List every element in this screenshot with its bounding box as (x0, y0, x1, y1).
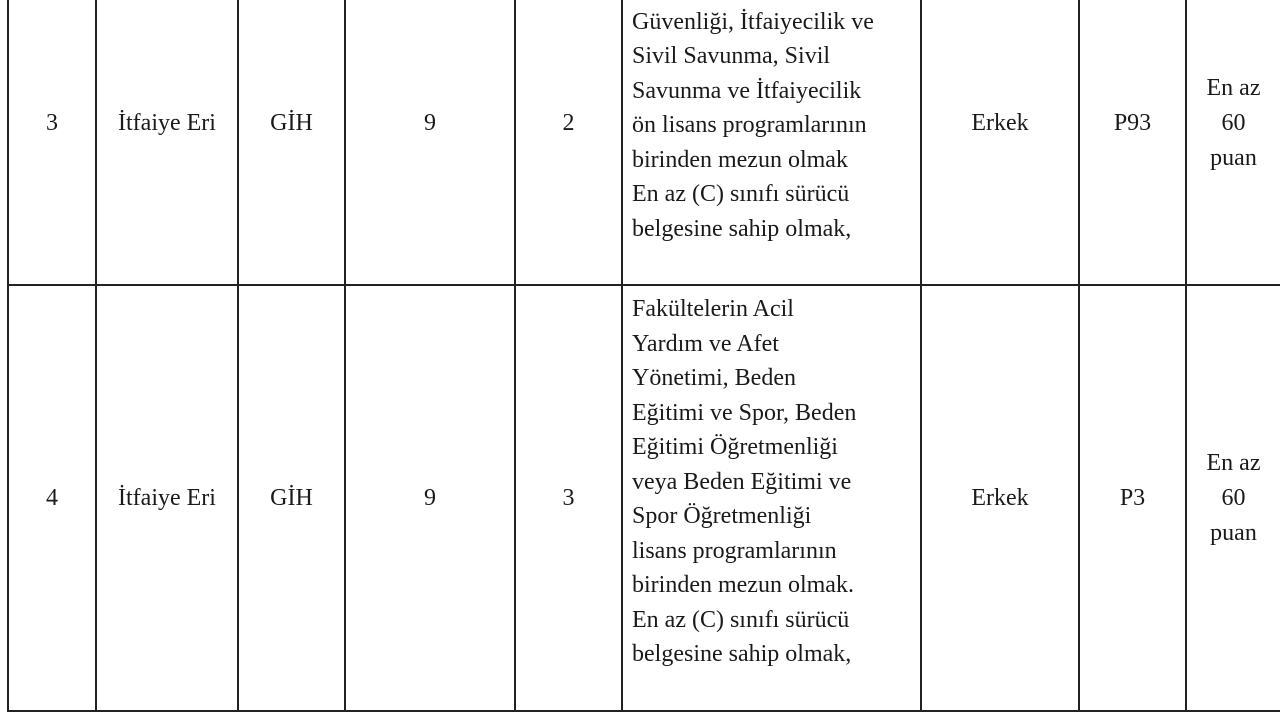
requirement-line: veya Beden Eğitimi ve (632, 468, 852, 495)
min-score-line: 60 (1221, 109, 1246, 136)
min-score-line: En az (1206, 449, 1261, 476)
cell-count: 2 (515, 0, 622, 285)
table-row (8, 285, 1280, 711)
requirement-line: Yardım ve Afet (632, 330, 779, 357)
cell-requirements (622, 285, 921, 711)
table-row (8, 0, 1280, 285)
requirement-line: Sivil Savunma, Sivil (632, 43, 831, 69)
cell-class: GİH (238, 0, 345, 285)
requirement-line: Fakültelerin Acil (632, 296, 794, 322)
requirement-line: birinden mezun olmak (632, 146, 848, 173)
min-score-line: En az (1206, 74, 1261, 101)
position-table (7, 0, 1280, 712)
requirement-line: Savunma ve İtfaiyecilik (632, 77, 862, 104)
requirement-line: En az (C) sınıfı sürücü (632, 606, 850, 633)
requirement-line: Spor Öğretmenliği (632, 503, 812, 529)
cell-class: GİH (238, 285, 345, 711)
cell-score-type: P3 (1079, 285, 1186, 711)
requirement-line: Eğitimi ve Spor, Beden (632, 399, 857, 426)
requirement-line: ön lisans programlarının (632, 112, 867, 138)
min-score-line: puan (1210, 519, 1257, 546)
min-score-line: 60 (1221, 484, 1246, 511)
cell-min-score (1186, 285, 1280, 711)
cell-count: 3 (515, 285, 622, 711)
requirement-line: Yönetimi, Beden (632, 365, 796, 391)
cell-degree: 9 (345, 0, 515, 285)
requirement-line: Güvenliği, İtfaiyecilik ve (632, 8, 874, 35)
cell-row-number: 3 (8, 0, 96, 285)
requirement-line: En az (C) sınıfı sürücü (632, 181, 850, 207)
cell-degree: 9 (345, 285, 515, 711)
cell-score-type: P93 (1079, 0, 1186, 285)
requirement-line: lisans programlarının (632, 537, 837, 564)
requirement-line: belgesine sahip olmak, (632, 215, 852, 242)
cell-gender: Erkek (921, 285, 1079, 711)
cell-requirements (622, 0, 921, 285)
requirement-line: birinden mezun olmak. (632, 572, 854, 598)
cell-gender: Erkek (921, 0, 1079, 285)
min-score-line: puan (1210, 144, 1257, 171)
requirement-line: belgesine sahip olmak, (632, 641, 852, 667)
cell-min-score (1186, 0, 1280, 285)
cell-title: İtfaiye Eri (96, 0, 238, 285)
requirement-line: Eğitimi Öğretmenliği (632, 434, 838, 460)
cell-title: İtfaiye Eri (96, 285, 238, 711)
cell-row-number: 4 (8, 285, 96, 711)
